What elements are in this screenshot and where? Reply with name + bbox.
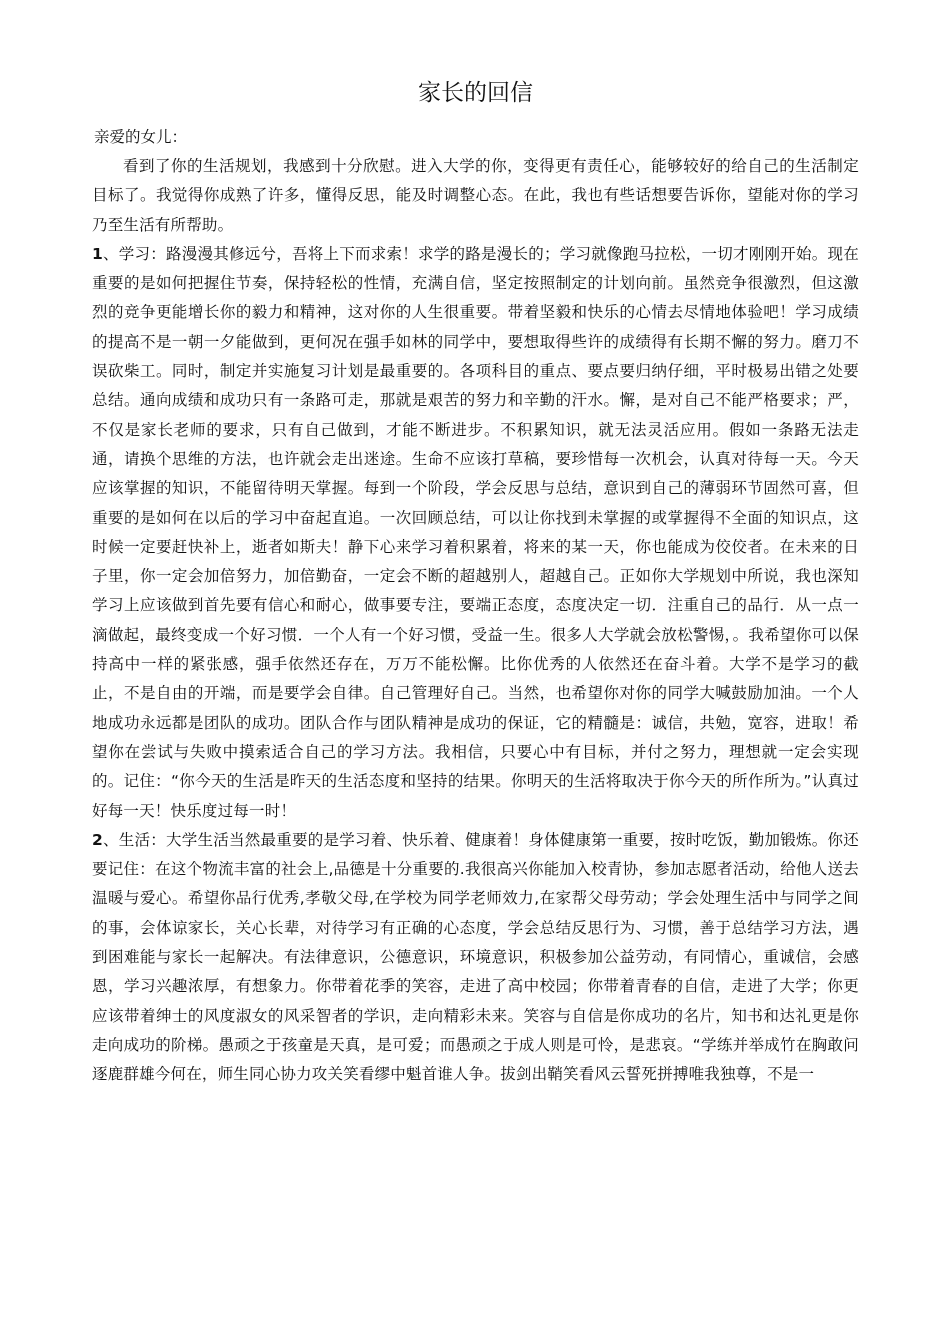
section-text: 、学习：路漫漫其修远兮，吾将上下而求索！求学的路是漫长的；学习就像跑马拉松，一切才刚刚开始。现在重要的是如何把握住节奏，保持轻松的性情，充满自信，坚定按照制定的计划向前。虽然竞争很激烈，但这激烈的竞争更能增长你的毅力和精神，这对你的人生很重要。带着坚毅和快乐的心情去尽情地体验吧！学习成绩的提高不是一朝一夕能做到，更何况在强手如林的同学中，要想取得些许的成绩得有长期不懈的努力。磨刀不误砍柴工。同时，制定并实施复习计划是最重要的。各项科目的重点、要点要归纳仔细，平时极易出错之处要总结。通向成绩和成功只有一条路可走，那就是艰苦的努力和辛勤的汗水。懈，是对自己不能严格要求；严，不仅是家长老师的要求，只有自己做到，才能不断进步。不积累知识，就无法灵活应用。假如一条路无法走通，请换个思维的方法，也许就会走出迷途。生命不应该打草稿，要珍惜每一次机会，认真对待每一天。今天应该掌握的知识，不能留待明天掌握。每到一个阶段，学会反思与总结，意识到自己的薄弱环节固然可喜，但重要的是如何在以后的学习中奋起直追。一次回顾总结，可以让你找到未掌握的或掌握得不全面的知识点，这时候一定要赶快补上，逝者如斯夫！静下心来学习着积累着，将来的某一天，你也能成为佼佼者。在未来的日子里，你一定会加倍努力，加倍勤奋，一定会不断的超越别人，超越自己。正如你大学规划中所说，我也深知学习上应该做到首先要有信心和耐心，做事要专注，要端正态度，态度决定一切．注重自己的品行．从一点一滴做起，最终变成一个好习惯．一个人有一个好习惯，受益一生。很多人大学就会放松警惕，。我希望你可以保持高中一样的紧张感，强手依然还存在，万万不能松懈。比你优秀的人依然还在奋斗着。大学不是学习的截止，不是自由的开端，而是要学会自律。自己管理好自己。当然，也希望你对你的同学大喊鼓励加油。一个人地成功永远都是团队的成功。团队合作与团队精神是成功的保证，它的精髓是：诚信，共勉，宽容，进取！希望你在尝试与失败中摸索适合自己的学习方法。我相信，只要心中有目标，并付之努力，理想就一定会实现的。记住：“你今天的生活是昨天的生活态度和坚持的结果。你明天的生活将取决于你今天的所作所为。”认真过好每一天！快乐度过每一时！ <box>92 244 859 820</box>
section-text: 、生活：大学生活当然最重要的是学习着、快乐着、健康着！身体健康第一重要，按时吃饭，勤加锻炼。你还要记住：在这个物流丰富的社会上,品德是十分重要的.我很高兴你能加入校青协，参加志愿者活动，给他人送去温暖与爱心。希望你品行优秀,孝敬父母,在学校为同学老师效力,在家帮父母劳动；学会处理生活中与同学之间的事，会体谅家长，关心长辈，对待学习有正确的心态度，学会总结反思行为、习惯，善于总结学习方法，遇到困难能与家长一起解决。有法律意识，公德意识，环境意识，积极参加公益劳动，有同情心，重诚信，会感恩，学习兴趣浓厚，有想象力。你带着花季的笑容，走进了高中校园；你带着青春的自信，走进了大学；你更应该带着绅士的风度淑女的风采智者的学识，走向精彩未来。笑容与自信是你成功的名片，知书和达礼更是你走向成功的阶梯。愚顽之于孩童是天真，是可爱；而愚顽之于成人则是可怜，是悲哀。“学练并举成竹在胸敢问逐鹿群雄今何在，师生同心协力攻关笑看缪中魁首谁人争。拔剑出鞘笑看风云誓死拼搏唯我独尊，不是一 <box>92 830 859 1084</box>
intro-paragraph: 看到了你的生活规划，我感到十分欣慰。进入大学的你，变得更有责任心，能够较好的给自己的生活制定目标了。我觉得你成熟了许多，懂得反思，能及时调整心态。在此，我也有些话想要告诉你，望能对你的学习乃至生活有所帮助。 <box>92 157 859 234</box>
section-number: 2 <box>92 830 103 849</box>
section-life <box>92 826 859 1090</box>
section-study <box>92 240 859 826</box>
salutation: 亲爱的女儿： <box>94 128 188 146</box>
section-number: 1 <box>92 244 103 263</box>
document-title: 家长的回信 <box>418 80 533 106</box>
document-page <box>92 0 859 1090</box>
